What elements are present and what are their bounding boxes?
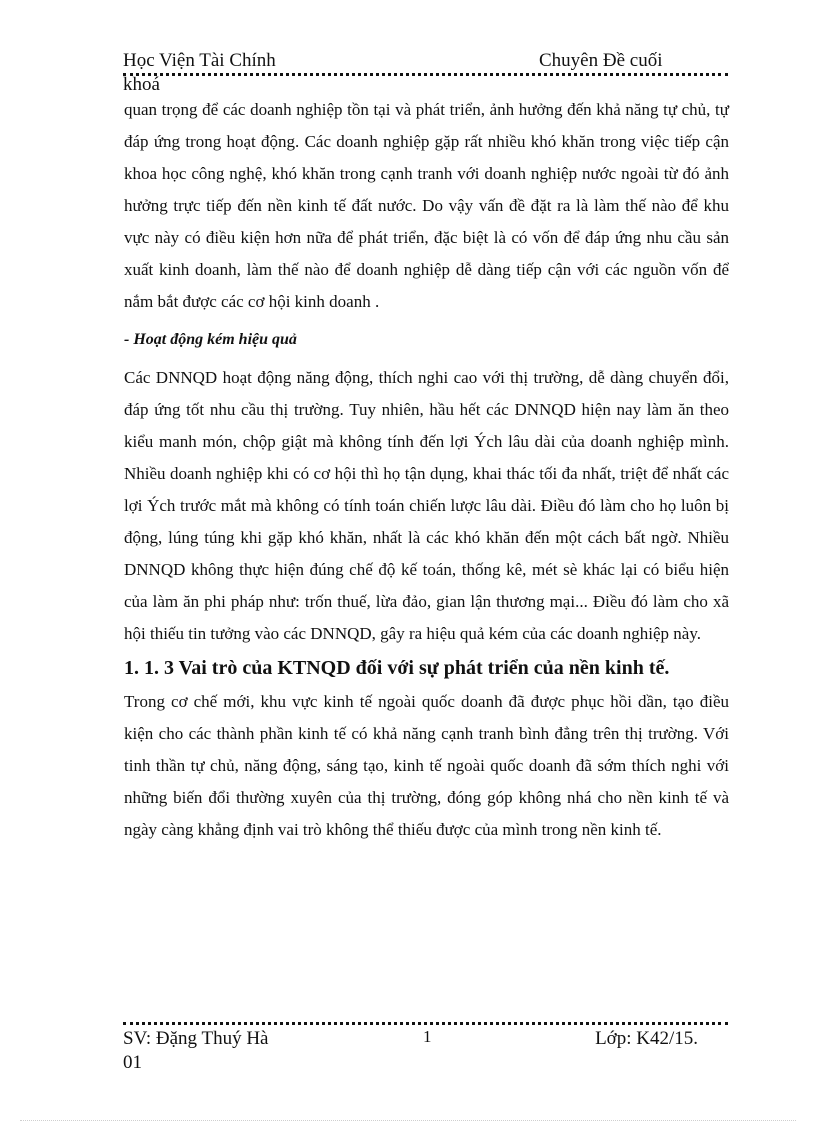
header-institution: Học Viện Tài Chính — [123, 50, 276, 71]
footer-class: Lớp: K42/15. — [595, 1028, 698, 1049]
page-footer — [123, 1025, 728, 1075]
footer-student-name-continued: 01 — [123, 1052, 142, 1073]
body-paragraph-2: Các DNNQD hoạt động năng động, thích nghi cao với thị trường, dễ dàng chuyển đổi, đáp ứng tốt nhu cầu thị trường. Tuy nhiên, hầu hết các DNNQD hiện nay làm ăn theo kiểu manh món, chộp giật mà không tính đến lợi Ých lâu dài của doanh nghiệp mình. Nhiều doanh nghiệp khi có cơ hội thì họ tận dụng, khai thác tối đa nhất, triệt để nhất các lợi Ých trước mắt mà không có tính toán chiến lược lâu dài. Điều đó làm cho họ luôn bị động, lúng túng khi gặp khó khăn, nhất là các khó khăn đến một cách bất ngờ. Nhiều DNNQD không thực hiện đúng chế độ kế toán, thống kê, mét sè khác lại có biểu hiện của làm ăn phi pháp như: trốn thuế, lừa đảo, gian lận thương mại... Điều đó làm cho xã hội thiếu tin tưởng vào các DNNQD, gây ra hiệu quả kém của các doanh nghiệp này. — [124, 368, 729, 643]
page-number: 1 — [423, 1027, 432, 1046]
header-document-type-continued: khoá — [123, 74, 160, 95]
body-paragraph-1: quan trọng để các doanh nghiệp tồn tại và phát triển, ảnh hưởng đến khả năng tự chủ, tự đáp ứng trong hoạt động. Các doanh nghiệp gặp rất nhiều khó khăn trong việc tiếp cận khoa học công nghệ, khó khăn trong cạnh tranh với doanh nghiệp nước ngoài từ đó ảnh hưởng trực tiếp đến nền kinh tế đất nước. Do vậy vấn đề đặt ra là làm thế nào để khu vực này có điều kiện hơn nữa để phát triển, đặc biệt là có vốn để đáp ứng nhu cầu sản xuất kinh doanh, làm thế nào để doanh nghiệp dễ dàng tiếp cận với các nguồn vốn để nắm bắt được các cơ hội kinh doanh . — [124, 100, 729, 311]
document-body — [124, 94, 729, 846]
page-bottom-edge — [20, 1120, 796, 1121]
header-divider — [123, 73, 728, 76]
body-paragraph-3: Trong cơ chế mới, khu vực kinh tế ngoài quốc doanh đã được phục hồi dần, tạo điều kiện cho các thành phần kinh tế có khả năng cạnh tranh bình đẳng trên thị trường. Với tinh thần tự chủ, năng động, sáng tạo, kinh tế ngoài quốc doanh đã sớm thích nghi với những biến đổi thường xuyên của thị trường, đóng góp không nhá cho nền kinh tế và ngày càng khẳng định vai trò không thể thiếu được của mình trong nền kinh tế. — [124, 692, 729, 839]
section-heading: 1. 1. 3 Vai trò của KTNQD đối với sự phát triển của nền kinh tế. — [124, 657, 670, 679]
page-header — [123, 49, 728, 95]
bullet-heading: - Hoạt động kém hiệu quả — [124, 331, 297, 348]
footer-student-name: SV: Đặng Thuý Hà — [123, 1028, 269, 1049]
header-document-type: Chuyên Đề cuối — [539, 50, 663, 71]
